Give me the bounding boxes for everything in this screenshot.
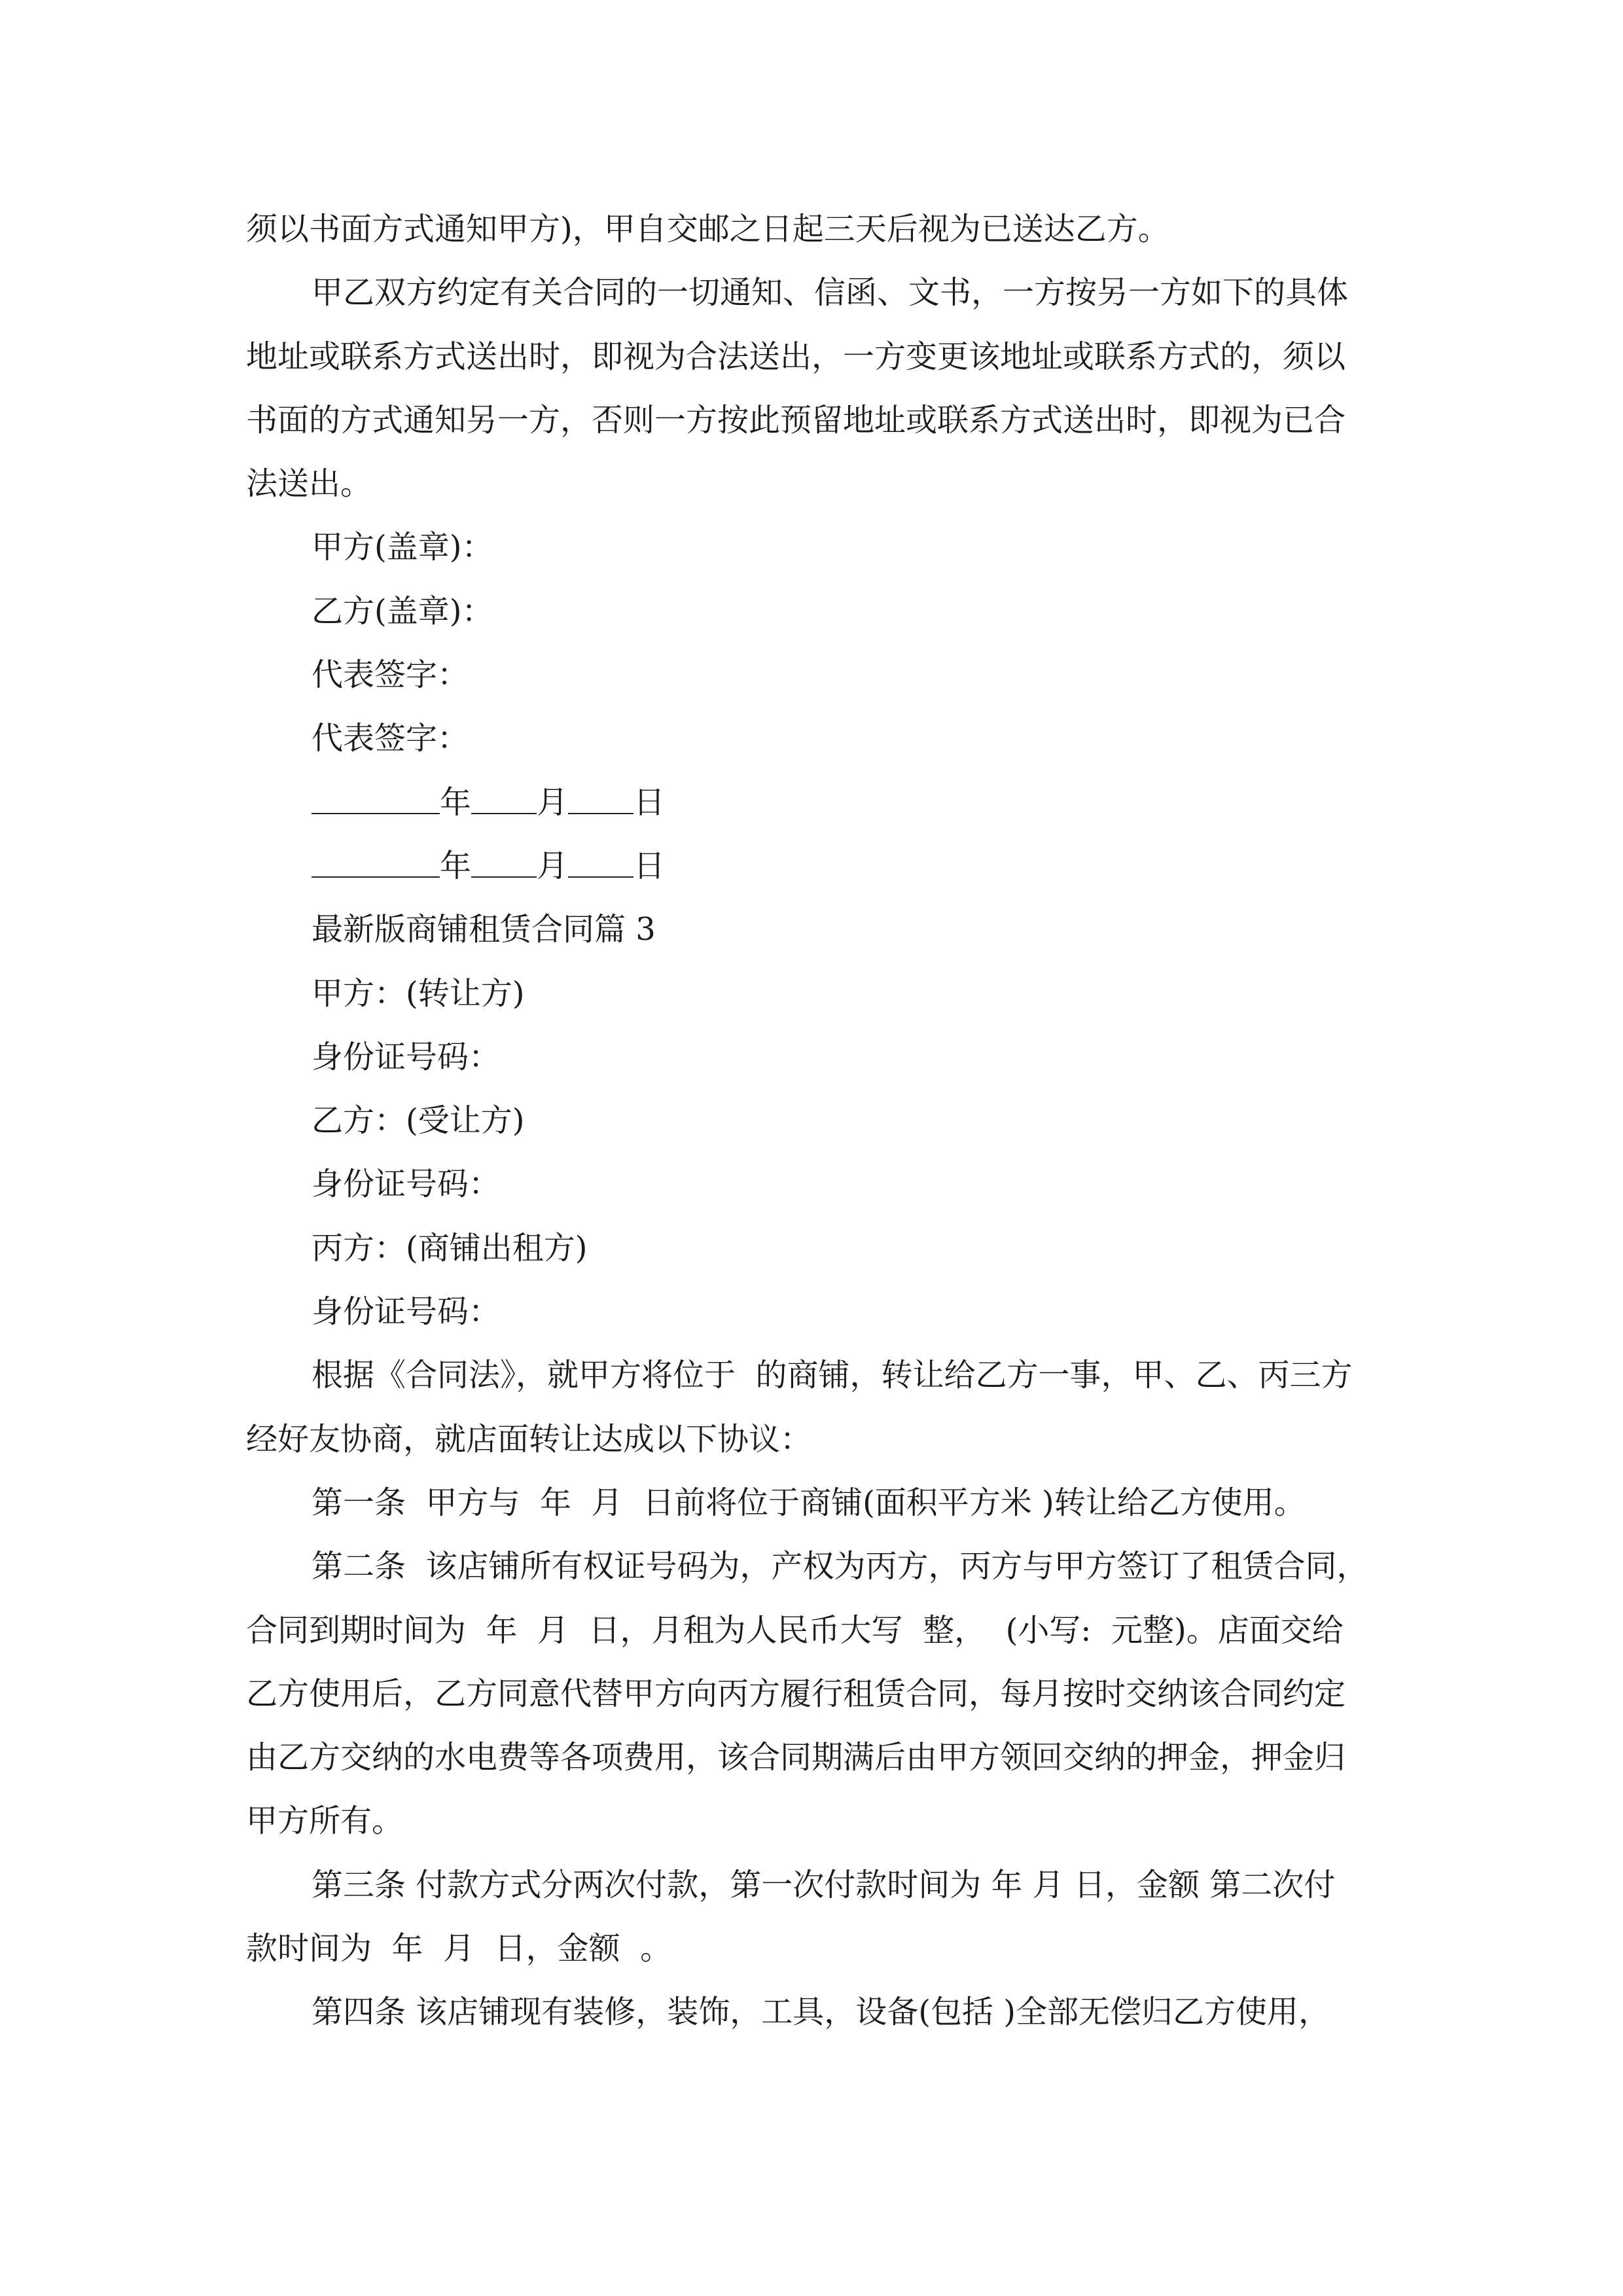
month-blank [471, 787, 537, 814]
id-number-label: 身份证号码： [312, 1293, 501, 1331]
paragraph-line: 经好友协商，就店面转让达成以下协议： [246, 1420, 812, 1458]
section-title: 最新版商铺租赁合同篇 3 [312, 911, 656, 948]
article-2-line: 第二条 该店铺所有权证号码为，产权为丙方，丙方与甲方签订了租赁合同， [312, 1548, 1368, 1585]
party-a-seal-label: 甲方(盖章)： [312, 529, 493, 566]
year-blank [312, 850, 440, 878]
paragraph-line: 书面的方式通知另一方，否则一方按此预留地址或联系方式送出时，即视为已合 [246, 401, 1346, 439]
year-label: 年 [440, 847, 472, 884]
id-number-label: 身份证号码： [312, 1166, 501, 1203]
month-label: 月 [537, 847, 569, 884]
day-blank [568, 850, 633, 878]
representative-signature-label: 代表签字： [312, 656, 469, 694]
day-blank [568, 787, 633, 814]
id-number-label: 身份证号码： [312, 1038, 501, 1075]
representative-signature-label: 代表签字： [312, 720, 469, 757]
party-a-label: 甲方：(转让方) [312, 975, 525, 1012]
article-3-line: 第三条 付款方式分两次付款，第一次付款时间为 年 月 日，金额 第二次付 [312, 1866, 1336, 1903]
date-line [246, 771, 1380, 834]
party-c-label: 丙方：(商铺出租方) [312, 1229, 588, 1266]
article-4-line: 第四条 该店铺现有装修，装饰，工具，设备(包括 )全部无偿归乙方使用， [312, 1994, 1330, 2031]
party-b-seal-label: 乙方(盖章)： [312, 592, 493, 630]
article-2-line: 合同到期时间为 年 月 日，月租为人民币大写 整， (小写: 元整)。店面交给 [246, 1611, 1344, 1649]
paragraph-line: 甲乙双方约定有关合同的一切通知、信函、文书，一方按另一方如下的具体 [312, 274, 1349, 312]
paragraph-line: 根据《合同法》，就甲方将位于 的商铺，转让给乙方一事，甲、乙、丙三方 [312, 1357, 1353, 1394]
article-3-line: 款时间为 年 月 日，金额 。 [246, 1930, 672, 1967]
article-2-line: 甲方所有。 [246, 1803, 404, 1840]
month-label: 月 [537, 783, 569, 821]
paragraph-line: 地址或联系方式送出时，即视为合法送出，一方变更该地址或联系方式的，须以 [246, 338, 1346, 375]
paragraph-line: 法送出。 [246, 465, 372, 503]
month-blank [471, 850, 537, 878]
article-2-line: 由乙方交纳的水电费等各项费用，该合同期满后由甲方领回交纳的押金，押金归 [246, 1739, 1346, 1776]
paragraph-line: 须以书面方式通知甲方)，甲自交邮之日起三天后视为已送达乙方。 [246, 211, 1169, 247]
party-b-label: 乙方：(受让方) [312, 1102, 525, 1139]
day-label: 日 [633, 783, 666, 821]
year-label: 年 [440, 783, 472, 821]
article-1-line: 第一条 甲方与 年 月 日前将位于商铺(面积平方米 )转让给乙方使用。 [312, 1484, 1306, 1521]
year-blank [312, 787, 440, 814]
day-label: 日 [633, 847, 666, 884]
article-2-line: 乙方使用后，乙方同意代替甲方向丙方履行租赁合同，每月按时交纳该合同约定 [246, 1675, 1346, 1712]
document-body [246, 198, 1380, 2045]
date-line [246, 834, 1380, 898]
